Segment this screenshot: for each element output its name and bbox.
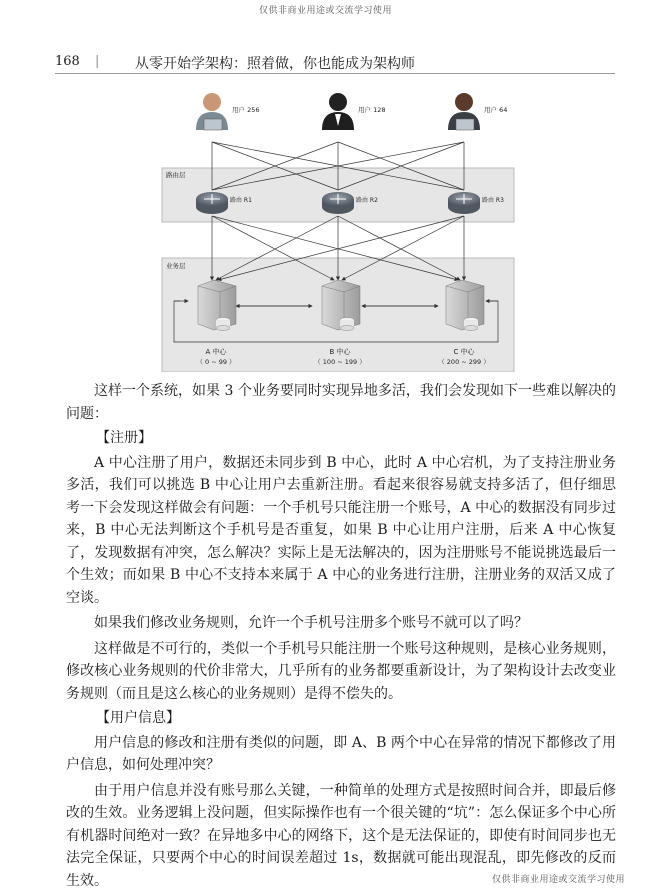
header-rule [55,73,615,74]
architecture-figure [160,86,515,372]
routing-layer-label: 路由层 [166,170,186,179]
paragraph: 用户信息的修改和注册有类似的问题，即 A、B 两个中心在异常的情况下都修改了用户信息，如何处理冲突？ [66,732,616,777]
center-name: B 中心 [329,347,351,356]
watermark-top: 仅供非商业用途或交流学习使用 [0,3,651,16]
router-icon [322,192,354,214]
router-label: 路由 R2 [356,196,378,204]
user-router-links [212,142,464,190]
center-name: A 中心 [205,347,227,356]
paragraph: 这样做是不可行的，类似一个手机号只能注册一个账号这种规则，是核心业务规则，修改核心业务规则的代价非常大，几乎所有的业务都要重新设计，为了架构设计去改变业务规则（而且是这么核心的业务规则）是得不偿失的。 [66,638,616,706]
center-range: （ 0 ~ 99 ） [196,358,235,366]
body-text [66,380,616,892]
center-range: （ 200 ~ 299 ） [438,358,490,366]
paragraph: 如果我们修改业务规则，允许一个手机号注册多个账号不就可以了吗？ [66,612,616,635]
router-icon [196,192,228,214]
user-label: 用户 128 [358,105,385,114]
center-name: C 中心 [453,347,475,356]
page-number: 168 [55,54,80,69]
user-icon [448,93,480,130]
user-label: 用户 256 [232,105,259,114]
user-icon [196,93,228,130]
page-header [55,52,615,74]
book-title: 从零开始学架构：照着做，你也能成为架构师 [135,53,415,73]
router-label: 路由 R1 [230,196,252,204]
section-heading-user-info: 【用户信息】 [96,707,616,730]
server-icon [322,280,360,331]
router-icon [448,192,480,214]
user-icon [322,93,354,130]
paragraph: 这样一个系统，如果 3 个业务要同时实现异地多活，我们会发现如下一些难以解决的问题： [66,380,616,425]
header-separator: | [95,54,99,69]
center-range: （ 100 ~ 199 ） [314,358,366,366]
user-node-2 [322,93,385,130]
paragraph: A 中心注册了用户，数据还未同步到 B 中心，此时 A 中心宕机，为了支持注册业务多活，我们可以挑选 B 中心让用户去重新注册。看起来很容易就支持多活了，但仔细思考一下会发现这样做会有问题：一个手机号只能注册一个账号，A 中心的数据没有同步过来，B 中心无法判断这个手机号是否重复，如果 B 中心让用户注册，后来 A 中心恢复了，发现数据有冲突，怎么解决？实际上是无法解决的，因为注册账号不能说挑选最后一个生效；而如果 B 中心不支持本来属于 A 中心的业务进行注册，注册业务的双活又成了空谈。 [66,452,616,610]
server-icon [446,280,484,331]
paragraph: 由于用户信息并没有账号那么关键，一种简单的处理方式是按照时间合并，即最后修改的生效。业务逻辑上没问题，但实际操作也有一个很关键的“坑”：怎么保证多个中心所有机器时间绝对一致？在异地多中心的网络下，这个是无法保证的，即使有时间同步也无法完全保证，只要两个中心的时间误差超过 1s，数据就可能出现混乱，即先修改的反而生效。 [66,780,616,892]
user-label: 用户 64 [484,105,507,114]
user-node-3 [448,93,507,130]
user-node-1 [196,93,259,130]
watermark-bottom: 仅供非商业用途或交流学习使用 [492,872,625,885]
section-heading-register: 【注册】 [96,427,616,450]
server-icon [198,280,236,331]
business-layer-label: 业务层 [166,261,186,270]
router-label: 路由 R3 [482,196,504,204]
